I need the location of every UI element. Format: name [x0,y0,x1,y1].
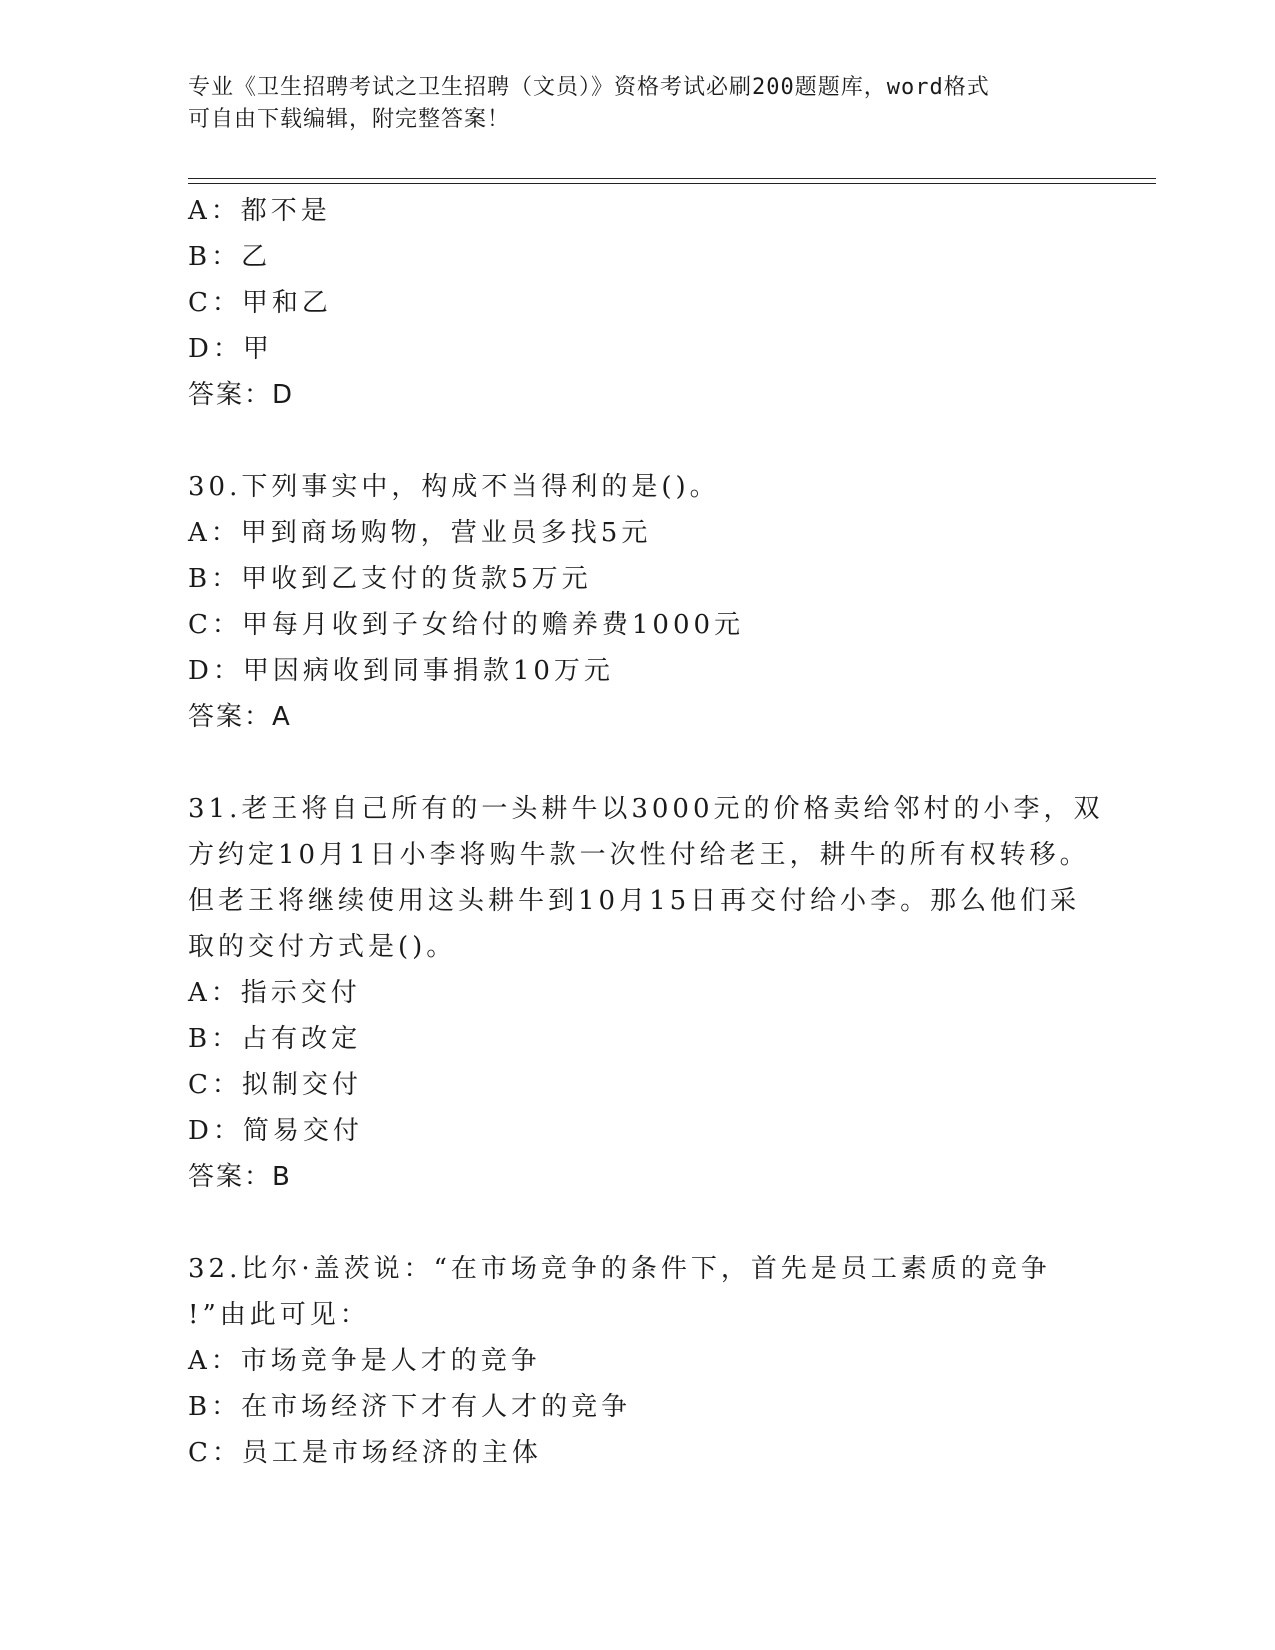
header-divider-bottom [188,183,1156,184]
header-line-2: 可自由下载编辑，附完整答案！ [188,107,511,132]
option-d: D：简易交付 [188,1116,363,1146]
option-a: A：都不是 [188,196,331,226]
option-c: C：甲每月收到子女给付的赡养费1000元 [188,610,745,640]
document-header [188,72,1088,136]
answer-line: 答案：B [188,1162,292,1192]
question-stem-line: 但老王将继续使用这头耕牛到10月15日再交付给小李。那么他们采 [188,886,1081,916]
option-b: B：占有改定 [188,1024,362,1054]
option-b: B：乙 [188,242,272,272]
question-stem-line: 方约定10月1日小李将购牛款一次性付给老王，耕牛的所有权转移。 [188,840,1090,870]
question-30 [188,464,1088,740]
spacer [188,740,1088,786]
answer-line: 答案：A [188,702,292,732]
answer-line: 答案：D [188,380,295,410]
option-a: A：甲到商场购物，营业员多找5元 [188,518,652,548]
question-31 [188,786,1104,1200]
question-stem-line: 31.老王将自己所有的一头耕牛以3000元的价格卖给邻村的小李，双 [188,794,1104,824]
option-a: A：市场竞争是人才的竞争 [188,1346,541,1376]
option-c: C：甲和乙 [188,288,332,318]
option-a: A：指示交付 [188,978,361,1008]
option-c: C：拟制交付 [188,1070,362,1100]
header-divider-top [188,178,1156,179]
question-stem: 30.下列事实中，构成不当得利的是()。 [188,472,720,502]
question-stem-line: 取的交付方式是()。 [188,932,457,962]
spacer [188,418,1088,464]
spacer [188,1200,1088,1246]
question-list [188,188,1104,1476]
option-d: D：甲 [188,334,273,364]
option-d: D：甲因病收到同事捐款10万元 [188,656,614,686]
question-stem-line: !”由此可见： [188,1300,370,1330]
option-b: B：在市场经济下才有人才的竞争 [188,1392,632,1422]
question-29 [188,188,1088,418]
question-32 [188,1246,1088,1476]
question-stem-line: 32.比尔·盖茨说：“在市场竞争的条件下，首先是员工素质的竞争 [188,1254,1051,1284]
header-line-1: 专业《卫生招聘考试之卫生招聘（文员）》资格考试必刷200题题库，word格式 [188,75,990,100]
option-b: B：甲收到乙支付的货款5万元 [188,564,592,594]
option-c: C：员工是市场经济的主体 [188,1438,542,1468]
